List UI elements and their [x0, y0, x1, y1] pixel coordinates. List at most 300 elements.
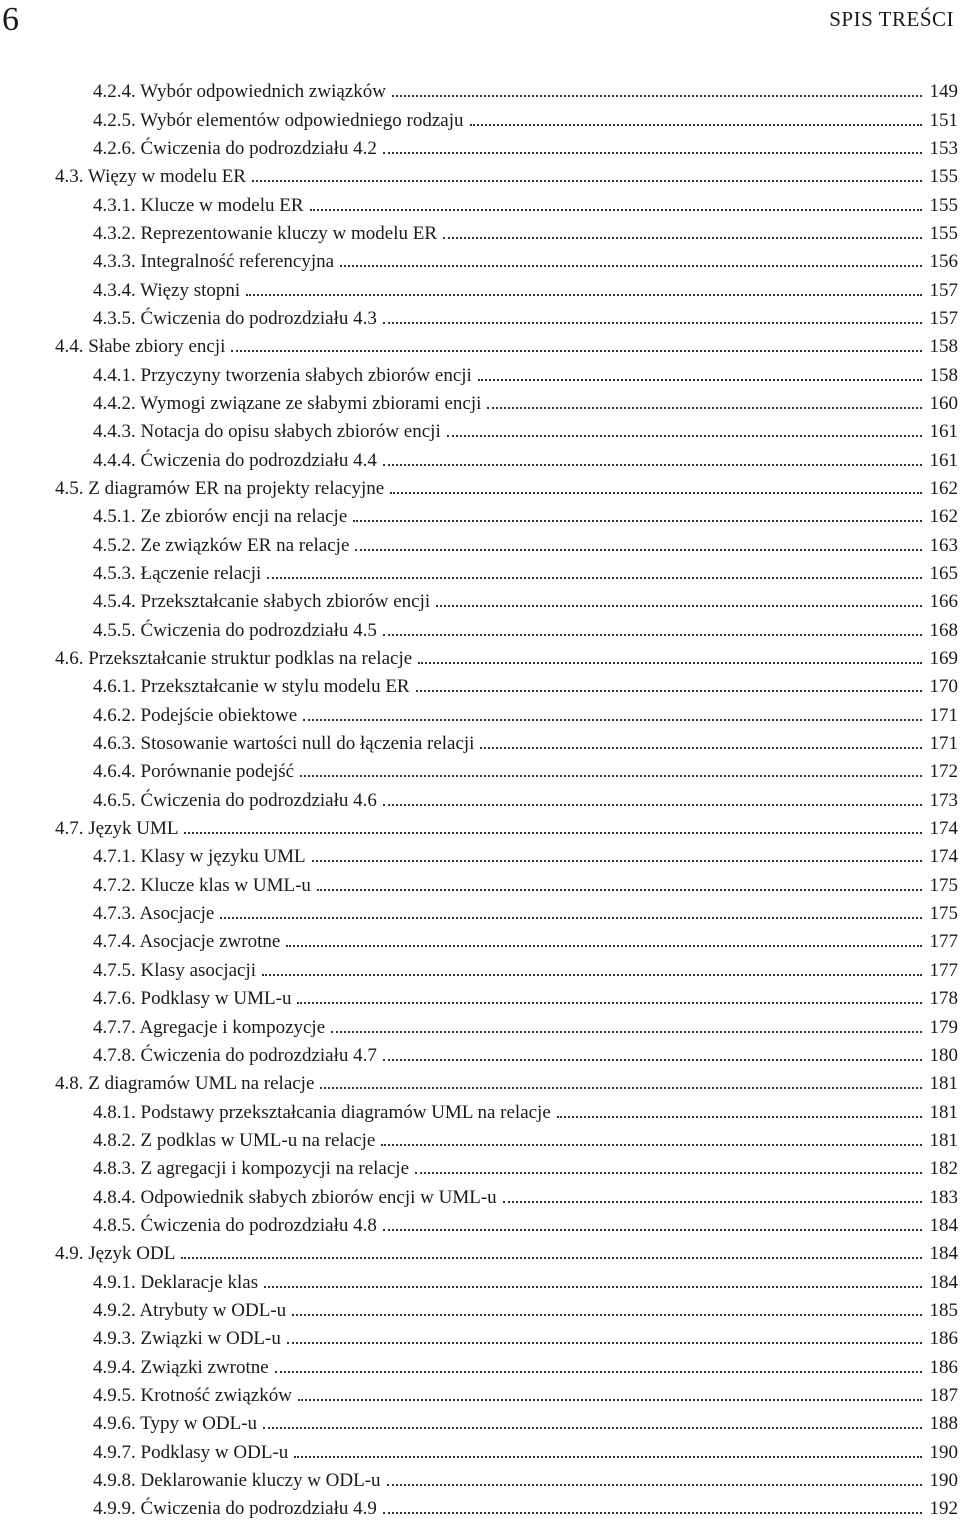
toc-entry-number: 4.7.5.: [93, 959, 136, 981]
dot-leader: [383, 451, 922, 471]
toc-entry-title: [93, 1045, 383, 1067]
toc-entry[interactable]: [0, 333, 960, 361]
toc-entry-text: Wymogi związane ze słabymi zbiorami encji: [140, 392, 482, 414]
toc-entry-number: 4.6.2.: [93, 704, 136, 726]
dot-leader: [447, 422, 922, 442]
toc-entry[interactable]: [0, 843, 960, 871]
table-of-contents: [0, 78, 960, 1524]
dot-leader: [303, 706, 922, 726]
toc-entry-title: [93, 421, 447, 443]
toc-entry[interactable]: [0, 928, 960, 956]
toc-entry-page-number: 184: [929, 1243, 958, 1265]
toc-entry-text: Deklaracje klas: [140, 1271, 259, 1293]
toc-entry-text: Podstawy przekształcania diagramów UML na relacje: [140, 1101, 551, 1123]
dot-leader: [231, 337, 922, 357]
toc-entry-title: [93, 790, 383, 812]
toc-entry[interactable]: [0, 617, 960, 645]
toc-entry-text: Klucze w modelu ER: [140, 194, 304, 216]
toc-entry-number: 4.9.4.: [93, 1356, 136, 1378]
toc-entry-title: [93, 393, 487, 415]
toc-entry-page-number: 184: [929, 1271, 958, 1293]
toc-entry[interactable]: [0, 702, 960, 730]
toc-entry-page-number: 151: [929, 109, 958, 131]
toc-entry[interactable]: [0, 1382, 960, 1410]
toc-entry-title: [93, 535, 355, 557]
toc-entry[interactable]: [0, 957, 960, 985]
dot-leader: [298, 1386, 922, 1406]
toc-entry-title: [93, 761, 300, 783]
toc-entry-number: 4.2.5.: [93, 109, 136, 131]
toc-entry-text: Język ODL: [88, 1243, 176, 1265]
running-header-title: SPIS TREŚCI: [829, 7, 954, 31]
toc-entry-text: Podklasy w ODL-u: [140, 1441, 289, 1463]
toc-entry[interactable]: [0, 1155, 960, 1183]
toc-entry-title: [93, 506, 353, 528]
toc-entry-text: Z diagramów ER na projekty relacyjne: [88, 477, 385, 499]
toc-entry-number: 4.3.1.: [93, 194, 136, 216]
toc-entry-page-number: 186: [929, 1356, 958, 1378]
toc-entry-page-number: 160: [929, 392, 958, 414]
toc-entry[interactable]: [0, 787, 960, 815]
toc-entry-title: [93, 365, 478, 387]
toc-entry-text: Ze zbiorów encji na relacje: [140, 506, 348, 528]
toc-entry[interactable]: [0, 900, 960, 928]
dot-leader: [355, 536, 922, 556]
toc-entry-page-number: 174: [929, 818, 958, 840]
toc-entry-number: 4.9.8.: [93, 1470, 136, 1492]
toc-entry-title: [93, 903, 220, 925]
toc-entry-page-number: 168: [929, 619, 958, 641]
toc-entry-text: Krotność związków: [140, 1384, 292, 1406]
toc-entry-text: Integralność referencyjna: [140, 251, 335, 273]
toc-entry-page-number: 170: [929, 676, 958, 698]
dot-leader: [275, 1358, 922, 1378]
toc-entry-text: Asocjacje zwrotne: [139, 931, 281, 953]
toc-entry-page-number: 155: [929, 166, 958, 188]
toc-entry-title: [93, 1017, 331, 1039]
toc-entry-page-number: 177: [929, 959, 958, 981]
toc-entry-number: 4.8.1.: [93, 1101, 136, 1123]
dot-leader: [287, 1329, 922, 1349]
toc-entry-title: [93, 875, 317, 897]
dot-leader: [381, 1131, 922, 1151]
toc-entry-page-number: 165: [929, 563, 958, 585]
toc-entry[interactable]: [0, 1439, 960, 1467]
toc-entry-page-number: 181: [929, 1129, 958, 1151]
toc-entry[interactable]: [0, 106, 960, 134]
toc-entry-text: Przekształcanie w stylu modelu ER: [140, 676, 410, 698]
toc-entry-number: 4.6.1.: [93, 676, 136, 698]
toc-entry[interactable]: [0, 1212, 960, 1240]
dot-leader: [443, 224, 922, 244]
toc-entry-page-number: 175: [929, 903, 958, 925]
dot-leader: [300, 762, 922, 782]
toc-entry-text: Język UML: [88, 818, 179, 840]
toc-entry-title: [93, 1187, 503, 1209]
toc-entry[interactable]: [0, 475, 960, 503]
page-number: 6: [2, 1, 19, 38]
dot-leader: [387, 1471, 922, 1491]
toc-entry-title: [93, 1413, 263, 1435]
toc-entry-title: [93, 1328, 287, 1350]
toc-entry[interactable]: [0, 645, 960, 673]
toc-entry-text: Wybór odpowiednich związków: [140, 81, 386, 103]
toc-entry-title: [93, 81, 392, 103]
toc-entry-text: Stosowanie wartości null do łączenia relacji: [140, 733, 475, 755]
toc-entry[interactable]: [0, 1353, 960, 1381]
toc-entry[interactable]: [0, 78, 960, 106]
toc-entry[interactable]: [0, 135, 960, 163]
toc-entry-page-number: 184: [929, 1214, 958, 1236]
toc-entry-text: Asocjacje: [139, 903, 215, 925]
toc-entry-number: 4.8.: [55, 1073, 84, 1095]
dot-leader: [436, 592, 922, 612]
toc-entry-number: 4.5.4.: [93, 591, 136, 613]
dot-leader: [312, 847, 922, 867]
toc-entry-text: Typy w ODL-u: [140, 1413, 258, 1435]
toc-entry-page-number: 183: [929, 1186, 958, 1208]
dot-leader: [181, 1244, 922, 1264]
toc-entry-number: 4.7.: [55, 818, 84, 840]
toc-entry-page-number: 187: [929, 1384, 958, 1406]
toc-entry-title: [55, 1243, 181, 1265]
toc-entry-number: 4.9.7.: [93, 1441, 136, 1463]
toc-entry[interactable]: [0, 673, 960, 701]
toc-entry-title: [93, 138, 383, 160]
dot-leader: [487, 394, 922, 414]
toc-entry-page-number: 157: [929, 307, 958, 329]
toc-entry-page-number: 190: [929, 1441, 958, 1463]
dot-leader: [262, 961, 922, 981]
toc-entry[interactable]: [0, 1495, 960, 1523]
toc-entry[interactable]: [0, 872, 960, 900]
toc-entry-text: Reprezentowanie kluczy w modelu ER: [140, 222, 438, 244]
dot-leader: [383, 1216, 922, 1236]
toc-entry-page-number: 158: [929, 336, 958, 358]
toc-entry[interactable]: [0, 1240, 960, 1268]
dot-leader: [415, 1159, 922, 1179]
toc-entry-title: [93, 563, 267, 585]
toc-entry-text: Ćwiczenia do podrozdziału 4.2: [140, 137, 377, 159]
toc-entry-number: 4.6.5.: [93, 789, 136, 811]
toc-entry-text: Słabe zbiory encji: [88, 336, 226, 358]
toc-entry-title: [93, 676, 416, 698]
toc-entry-page-number: 175: [929, 874, 958, 896]
toc-entry-title: [93, 1215, 383, 1237]
toc-entry-page-number: 185: [929, 1299, 958, 1321]
toc-entry[interactable]: [0, 730, 960, 758]
toc-entry[interactable]: [0, 1467, 960, 1495]
dot-leader: [383, 1046, 922, 1066]
dot-leader: [383, 309, 922, 329]
toc-entry-page-number: 163: [929, 534, 958, 556]
toc-entry-number: 4.7.1.: [93, 846, 136, 868]
toc-entry-title: [93, 450, 383, 472]
toc-entry-text: Ćwiczenia do podrozdziału 4.5: [140, 619, 377, 641]
toc-entry-page-number: 177: [929, 931, 958, 953]
toc-entry-text: Z diagramów UML na relacje: [88, 1073, 315, 1095]
toc-entry-text: Atrybuty w ODL-u: [139, 1299, 287, 1321]
dot-leader: [264, 1273, 922, 1293]
toc-entry[interactable]: [0, 418, 960, 446]
toc-entry-number: 4.9.1.: [93, 1271, 136, 1293]
toc-entry-title: [93, 733, 480, 755]
toc-entry-page-number: 190: [929, 1470, 958, 1492]
toc-entry-page-number: 162: [929, 506, 958, 528]
toc-entry[interactable]: [0, 1410, 960, 1438]
toc-entry-title: [55, 336, 231, 358]
toc-entry-number: 4.3.: [55, 166, 84, 188]
toc-entry-text: Ćwiczenia do podrozdziału 4.7: [140, 1044, 377, 1066]
dot-leader: [286, 932, 922, 952]
toc-entry-title: [93, 1130, 381, 1152]
toc-entry-number: 4.5.2.: [93, 534, 136, 556]
toc-entry[interactable]: [0, 560, 960, 588]
dot-leader: [470, 111, 922, 131]
toc-entry[interactable]: [0, 1098, 960, 1126]
toc-entry-title: [93, 280, 246, 302]
toc-entry-number: 4.8.3.: [93, 1158, 136, 1180]
dot-leader: [390, 479, 922, 499]
dot-leader: [353, 507, 922, 527]
dot-leader: [478, 366, 922, 386]
toc-entry-page-number: 180: [929, 1044, 958, 1066]
toc-entry-page-number: 174: [929, 846, 958, 868]
toc-entry-number: 4.4.1.: [93, 364, 136, 386]
toc-entry-number: 4.6.4.: [93, 761, 136, 783]
toc-entry-title: [93, 931, 286, 953]
toc-entry-number: 4.4.2.: [93, 392, 136, 414]
toc-entry-page-number: 188: [929, 1413, 958, 1435]
toc-entry-title: [93, 1442, 294, 1464]
toc-entry-number: 4.3.3.: [93, 251, 136, 273]
toc-entry-number: 4.4.: [55, 336, 84, 358]
dot-leader: [317, 876, 922, 896]
toc-entry[interactable]: [0, 390, 960, 418]
toc-entry-title: [93, 1385, 298, 1407]
toc-entry[interactable]: [0, 532, 960, 560]
toc-entry[interactable]: [0, 1013, 960, 1041]
toc-entry-page-number: 182: [929, 1158, 958, 1180]
toc-entry[interactable]: [0, 248, 960, 276]
toc-entry-number: 4.7.6.: [93, 988, 136, 1010]
toc-entry-text: Klasy w języku UML: [140, 846, 306, 868]
toc-entry[interactable]: [0, 276, 960, 304]
toc-entry-title: [93, 1300, 292, 1322]
dot-leader: [383, 621, 922, 641]
toc-entry-text: Przyczyny tworzenia słabych zbiorów encji: [140, 364, 472, 386]
dot-leader: [392, 82, 922, 102]
toc-entry[interactable]: [0, 815, 960, 843]
dot-leader: [418, 649, 922, 669]
dot-leader: [297, 989, 922, 1009]
toc-entry-text: Deklarowanie kluczy w ODL-u: [140, 1470, 381, 1492]
toc-entry-title: [93, 195, 310, 217]
toc-entry-page-number: 171: [929, 733, 958, 755]
toc-entry[interactable]: [0, 446, 960, 474]
toc-entry-text: Wybór elementów odpowiedniego rodzaju: [140, 109, 464, 131]
dot-leader: [267, 564, 922, 584]
toc-entry-text: Przekształcanie słabych zbiorów encji: [140, 591, 431, 613]
toc-entry-page-number: 173: [929, 789, 958, 811]
dot-leader: [220, 904, 922, 924]
toc-entry-page-number: 181: [929, 1101, 958, 1123]
toc-entry-text: Więzy w modelu ER: [87, 166, 246, 188]
toc-entry[interactable]: [0, 1042, 960, 1070]
toc-entry-page-number: 166: [929, 591, 958, 613]
toc-entry[interactable]: [0, 758, 960, 786]
toc-entry-text: Z podklas w UML-u na relacje: [140, 1129, 376, 1151]
toc-entry-number: 4.8.5.: [93, 1214, 136, 1236]
dot-leader: [310, 196, 922, 216]
toc-entry-text: Notacja do opisu słabych zbiorów encji: [140, 421, 441, 443]
toc-entry-number: 4.4.4.: [93, 449, 136, 471]
toc-entry-text: Ćwiczenia do podrozdziału 4.4: [140, 449, 377, 471]
toc-entry[interactable]: [0, 1183, 960, 1211]
dot-leader: [480, 734, 922, 754]
toc-entry-page-number: 169: [929, 648, 958, 670]
dot-leader: [383, 1499, 922, 1519]
dot-leader: [252, 167, 922, 187]
toc-entry-title: [93, 223, 443, 245]
toc-entry-title: [93, 620, 383, 642]
toc-entry-text: Ćwiczenia do podrozdziału 4.8: [140, 1214, 377, 1236]
toc-entry[interactable]: [0, 220, 960, 248]
toc-entry[interactable]: [0, 163, 960, 191]
toc-entry[interactable]: [0, 361, 960, 389]
toc-entry-page-number: 149: [929, 81, 958, 103]
toc-entry-title: [55, 166, 252, 188]
toc-entry[interactable]: [0, 1070, 960, 1098]
toc-entry-text: Agregacje i kompozycje: [139, 1016, 326, 1038]
toc-entry-text: Łączenie relacji: [140, 563, 262, 585]
toc-entry-title: [93, 591, 436, 613]
toc-entry-title: [93, 1102, 557, 1124]
toc-entry-number: 4.9.5.: [93, 1384, 136, 1406]
toc-entry-page-number: 172: [929, 761, 958, 783]
toc-entry-title: [93, 960, 262, 982]
toc-entry-text: Ćwiczenia do podrozdziału 4.3: [140, 307, 377, 329]
toc-entry-number: 4.3.2.: [93, 222, 136, 244]
toc-entry-title: [93, 308, 383, 330]
toc-entry-title: [93, 1498, 383, 1520]
toc-entry-page-number: 155: [929, 194, 958, 216]
toc-entry-number: 4.9.: [55, 1243, 84, 1265]
dot-leader: [184, 819, 922, 839]
toc-entry-number: 4.9.3.: [93, 1328, 136, 1350]
toc-entry-number: 4.9.6.: [93, 1413, 136, 1435]
toc-entry-number: 4.5.: [55, 477, 84, 499]
toc-entry-number: 4.4.3.: [93, 421, 136, 443]
dot-leader: [263, 1414, 922, 1434]
toc-entry-number: 4.8.2.: [93, 1129, 136, 1151]
dot-leader: [383, 139, 922, 159]
toc-entry-page-number: 158: [929, 364, 958, 386]
toc-entry-page-number: 161: [929, 449, 958, 471]
toc-entry-number: 4.5.1.: [93, 506, 136, 528]
toc-entry-text: Ćwiczenia do podrozdziału 4.6: [140, 789, 377, 811]
toc-entry-number: 4.2.6.: [93, 137, 136, 159]
toc-entry[interactable]: [0, 588, 960, 616]
toc-entry[interactable]: [0, 1127, 960, 1155]
dot-leader: [383, 791, 922, 811]
toc-entry-page-number: 156: [929, 251, 958, 273]
toc-entry-number: 4.5.5.: [93, 619, 136, 641]
toc-entry-title: [93, 251, 340, 273]
toc-entry-page-number: 186: [929, 1328, 958, 1350]
dot-leader: [340, 252, 922, 272]
toc-entry-number: 4.7.7.: [93, 1016, 136, 1038]
toc-entry[interactable]: [0, 191, 960, 219]
toc-entry-title: [55, 478, 390, 500]
toc-entry[interactable]: [0, 1297, 960, 1325]
toc-entry-text: Ze związków ER na relacje: [140, 534, 350, 556]
toc-entry-title: [93, 846, 312, 868]
dot-leader: [320, 1074, 922, 1094]
toc-entry-page-number: 181: [929, 1073, 958, 1095]
toc-entry-title: [55, 648, 418, 670]
toc-entry-page-number: 179: [929, 1016, 958, 1038]
toc-entry-title: [93, 1272, 264, 1294]
dot-leader: [246, 281, 922, 301]
toc-entry-title: [93, 1470, 387, 1492]
toc-entry[interactable]: [0, 1325, 960, 1353]
toc-entry-page-number: 155: [929, 222, 958, 244]
toc-entry-title: [93, 988, 297, 1010]
toc-entry-title: [93, 110, 470, 132]
toc-entry-text: Więzy stopni: [140, 279, 241, 301]
toc-entry-title: [93, 1357, 275, 1379]
toc-entry-page-number: 161: [929, 421, 958, 443]
toc-entry-title: [93, 705, 303, 727]
toc-entry-number: 4.7.4.: [93, 931, 136, 953]
dot-leader: [416, 677, 922, 697]
toc-entry-number: 4.9.9.: [93, 1498, 136, 1520]
toc-entry-page-number: 157: [929, 279, 958, 301]
toc-entry-text: Podklasy w UML-u: [140, 988, 292, 1010]
dot-leader: [503, 1188, 922, 1208]
toc-entry-text: Z agregacji i kompozycji na relacje: [140, 1158, 410, 1180]
toc-entry[interactable]: [0, 985, 960, 1013]
toc-entry-text: Przekształcanie struktur podklas na relacje: [88, 648, 413, 670]
toc-entry[interactable]: [0, 305, 960, 333]
toc-entry-title: [55, 1073, 320, 1095]
toc-entry-number: 4.7.3.: [93, 903, 136, 925]
dot-leader: [294, 1443, 922, 1463]
toc-entry[interactable]: [0, 1268, 960, 1296]
toc-entry-text: Związki zwrotne: [140, 1356, 269, 1378]
dot-leader: [331, 1018, 922, 1038]
toc-entry-title: [93, 1158, 415, 1180]
toc-entry-text: Odpowiednik słabych zbiorów encji w UML-u: [140, 1186, 497, 1208]
toc-entry-text: Klucze klas w UML-u: [140, 874, 311, 896]
toc-entry-number: 4.7.2.: [93, 874, 136, 896]
toc-entry-number: 4.2.4.: [93, 81, 136, 103]
toc-entry-text: Ćwiczenia do podrozdziału 4.9: [140, 1498, 377, 1520]
toc-entry-text: Klasy asocjacji: [140, 959, 257, 981]
toc-entry-page-number: 153: [929, 137, 958, 159]
toc-entry-number: 4.6.3.: [93, 733, 136, 755]
toc-entry[interactable]: [0, 503, 960, 531]
toc-entry-number: 4.7.8.: [93, 1044, 136, 1066]
toc-entry-text: Związki w ODL-u: [140, 1328, 281, 1350]
toc-entry-number: 4.3.5.: [93, 307, 136, 329]
toc-entry-text: Podejście obiektowe: [140, 704, 298, 726]
toc-entry-number: 4.9.2.: [93, 1299, 136, 1321]
toc-entry-number: 4.3.4.: [93, 279, 136, 301]
toc-entry-number: 4.6.: [55, 648, 84, 670]
toc-entry-page-number: 192: [929, 1498, 958, 1520]
